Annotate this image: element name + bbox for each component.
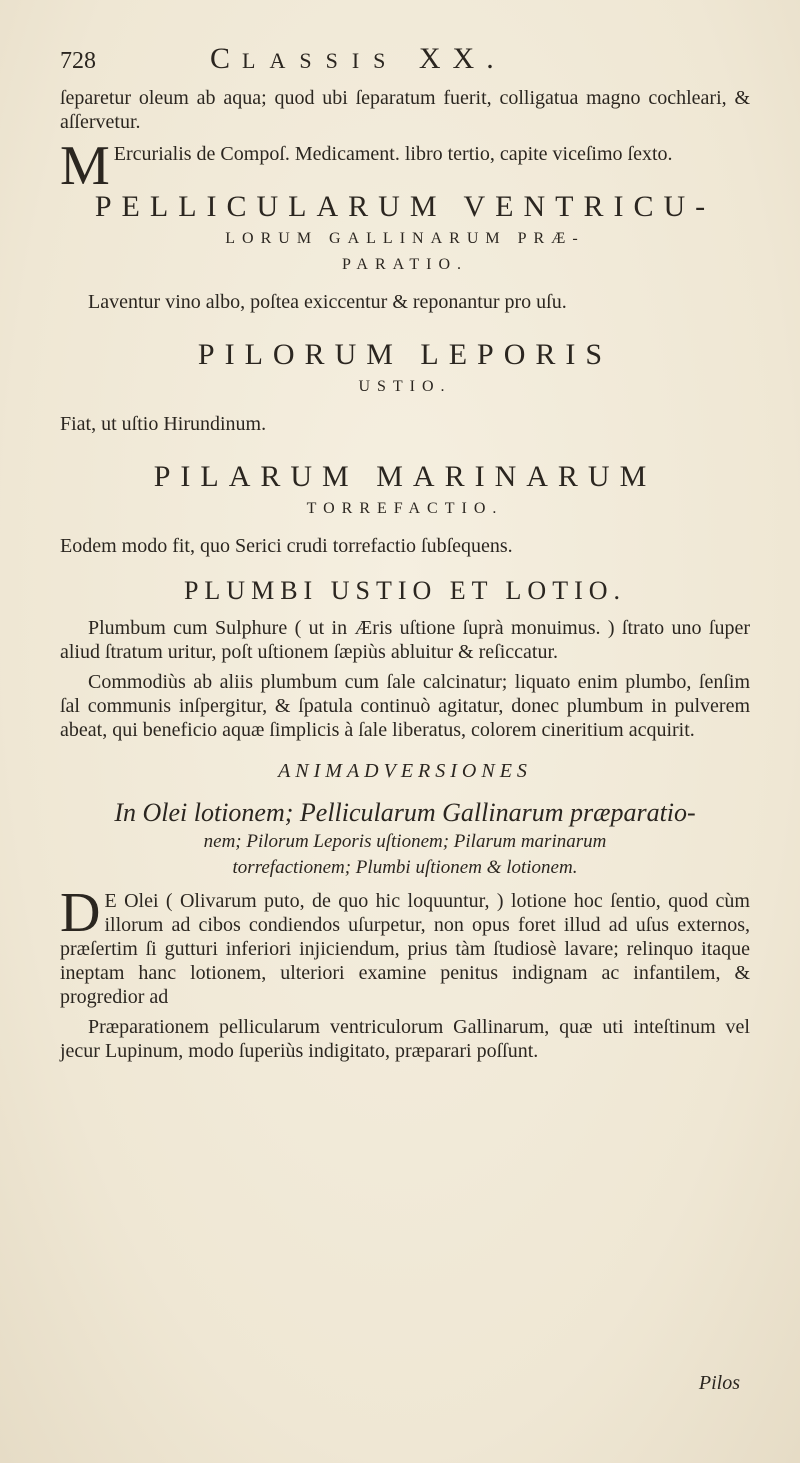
classis-title <box>210 42 506 76</box>
praeparationem-paragraph: Præparationem pellicularum ventriculorum Gallinarum, quæ uti inteſtinum vel jecur Lupinum, modo ſuperiùs indigitato, præparari poſſunt. <box>60 1016 750 1062</box>
heading-pellicularum: PELLICULARUM VENTRICU- <box>94 190 716 223</box>
animadversiones-heading: ANIMADVERSIONES <box>278 760 532 782</box>
classis-initial: C <box>210 42 243 75</box>
plumbum-paragraph-1: Plumbum cum Sulphure ( ut in Æris uſtione ſuprà monuimus. ) ſtrato uno ſuper aliud ſtratum uritur, poſt uſtionem ſæpiùs abluitur & reſiccatur. <box>60 617 750 663</box>
heading-pilarum-line2: TORREFACTIO. <box>306 500 504 517</box>
intro-paragraph: ſeparetur oleum ab aqua; quod ubi ſeparatum fuerit, colligatua magno cochleari, & aſſervetur. <box>60 87 750 133</box>
page-number: 728 <box>60 48 96 74</box>
de-olei-text: E Olei ( Olivarum puto, de quo hic loquuntur, ) lotione hoc ſentio, quod cùm illorum ad cibos condiendos uſurpetur, non opus foret illud ad uſus externos, præſertim ſi gutturi inferiori injiciendum, prius tàm ſtudiosè lavare; relinquo itaque ineptam hanc lotionem, ulteriori examine penitus indignam ac infantilem, & progredior ad <box>60 890 750 1008</box>
heading-pilorum: PILORUM LEPORIS <box>197 338 613 371</box>
mercurialis-text: Ercurialis de Compoſ. Medicament. libro tertio, capite viceſimo ſexto. <box>113 143 673 165</box>
heading-pellicularum-line2: LORUM GALLINARUM PRÆ- <box>225 230 585 247</box>
animadversiones-subtitle-line2: nem; Pilorum Leporis uſtionem; Pilarum marinarum <box>203 831 607 852</box>
laventur-paragraph: Laventur vino albo, poſtea exiccentur & reponantur pro uſu. <box>88 291 567 313</box>
animadversiones-subtitle-line3: torrefactionem; Plumbi uſtionem & lotionem. <box>232 857 578 878</box>
classis-word: LASSIS <box>242 48 400 73</box>
animadversiones-subtitle-line1: In Olei lotionem; Pellicularum Gallinarum præparatio- <box>114 798 696 827</box>
heading-pellicularum-line3: PARATIO. <box>341 256 469 273</box>
heading-plumbi: PLUMBI USTIO ET LOTIO. <box>183 576 627 605</box>
drop-cap-m: M <box>60 135 110 197</box>
heading-pilarum: PILARUM MARINARUM <box>153 460 657 493</box>
plumbum-paragraph-2: Commodiùs ab aliis plumbum cum ſale calcinatur; liquato enim plumbo, ſenſim ſal communis inſpergitur, & ſpatula continuò agitatur, donec plumbum in pulverem abeat, qui beneficio aquæ ſimplicis à ſale liberatus, colorem cineritium acquirit. <box>60 671 750 741</box>
eodem-paragraph: Eodem modo fit, quo Serici crudi torrefactio ſubſequens. <box>60 535 513 557</box>
classis-number: XX. <box>418 42 506 75</box>
running-head <box>60 42 750 86</box>
catchword: Pilos <box>698 1372 740 1394</box>
mercurialis-paragraph <box>60 135 750 197</box>
de-olei-paragraph <box>60 882 750 1009</box>
heading-pilorum-line2: USTIO. <box>358 378 452 395</box>
drop-cap-d: D <box>60 882 101 944</box>
fiat-paragraph: Fiat, ut uſtio Hirundinum. <box>60 413 267 435</box>
